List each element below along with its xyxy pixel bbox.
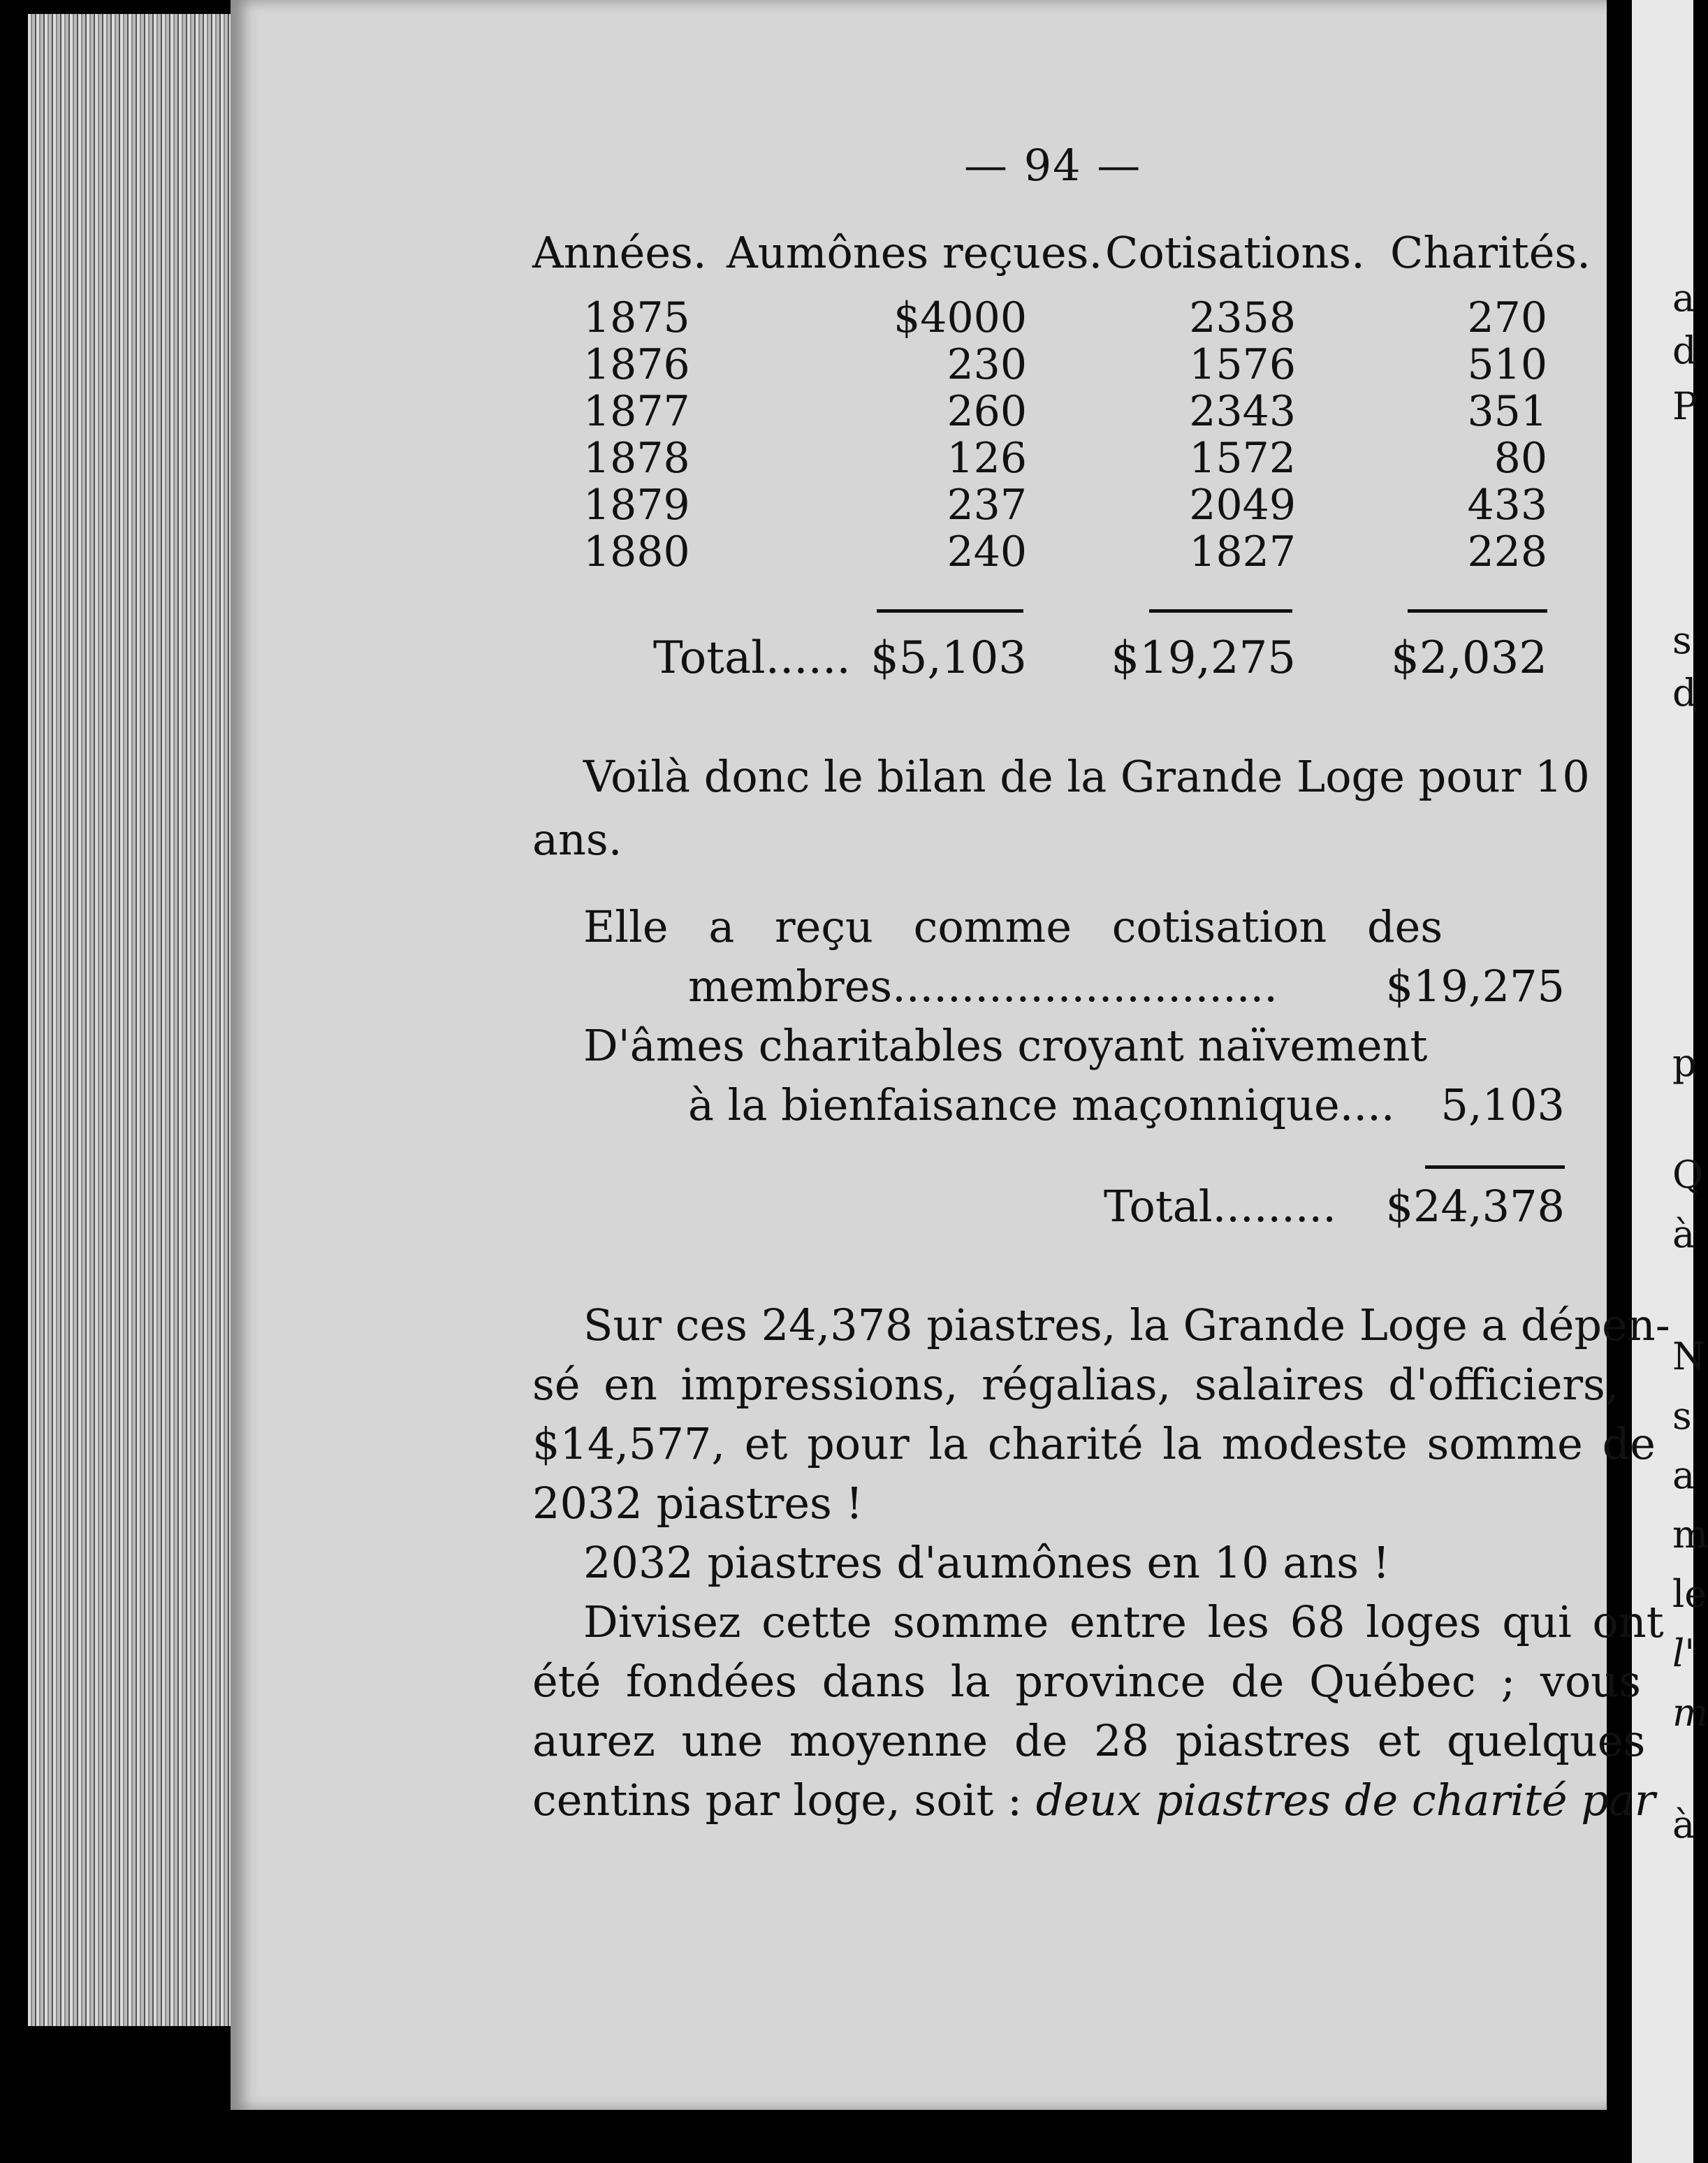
sum-rule [1149,609,1292,613]
charites-cell: 80 [1494,434,1547,483]
year-cell: 1876 [583,340,690,389]
aumones-cell: 230 [947,340,1027,389]
aumones-cell: 240 [947,527,1027,576]
summary-amount: $19,275 [1385,961,1565,1012]
aumones-cell: 126 [947,434,1027,483]
total-cotisations: $19,275 [1111,632,1296,684]
facing-text-fragment: N [1672,1334,1706,1378]
facing-text-fragment: à [1672,1802,1695,1847]
paragraph-line: ans. [532,814,622,865]
facing-text-fragment: a [1672,276,1695,320]
summary-total-label: Total......... [1104,1181,1336,1232]
cotisations-cell: 1827 [1189,527,1296,576]
charites-cell: 270 [1467,293,1547,342]
sum-rule [877,609,1023,613]
body-text: centins par loge, soit : [532,1775,1036,1826]
year-cell: 1880 [583,527,690,576]
year-cell: 1878 [583,434,690,483]
aumones-cell: $4000 [893,293,1027,342]
cotisations-cell: 1572 [1189,434,1296,483]
facing-text-fragment: le [1672,1572,1707,1616]
body-line: 2032 piastres ! [532,1478,863,1529]
summary-total: $24,378 [1385,1181,1565,1232]
facing-text-fragment: m [1672,1513,1708,1557]
cotisations-cell: 1576 [1189,340,1296,389]
facing-text-fragment: Q [1672,1153,1704,1197]
cotisations-cell: 2049 [1189,481,1296,530]
paragraph-line: Voilà donc le bilan de la Grande Loge pour 10 [583,751,1590,802]
year-cell: 1877 [583,387,690,436]
facing-text-fragment: a [1672,1453,1695,1497]
body-italic-text: deux piastres de charité par [1035,1775,1656,1826]
body-line [532,1775,1656,1826]
summary-line: D'âmes charitables croyant naïvement [583,1020,1428,1071]
total-aumones: $5,103 [870,632,1027,684]
facing-text-fragment: s [1672,1394,1692,1438]
aumones-cell: 260 [947,387,1027,436]
table-header-cotisations: Cotisations. [1105,227,1365,278]
charites-cell: 433 [1467,481,1547,530]
body-line: Divisez cette somme entre les 68 loges qui ont [583,1596,1664,1647]
charites-cell: 351 [1467,387,1547,436]
body-line: Sur ces 24,378 piastres, la Grande Loge a dépen- [583,1299,1670,1350]
facing-page-edge [1632,0,1708,2163]
charites-cell: 510 [1467,340,1547,389]
sum-rule [1425,1165,1565,1169]
sum-rule [1408,609,1547,613]
facing-text-fragment: l' [1672,1631,1695,1675]
year-cell: 1875 [583,293,690,342]
table-header-annees: Années. [532,227,707,278]
summary-line: membres............................ [688,961,1278,1012]
cotisations-cell: 2343 [1189,387,1296,436]
table-total-label: Total...... [653,632,851,684]
table-header-charites: Charités. [1390,227,1591,278]
body-line: aurez une moyenne de 28 piastres et quelques [532,1715,1646,1766]
summary-line: Elle a reçu comme cotisation des [583,901,1443,952]
year-cell: 1879 [583,481,690,530]
facing-text-fragment: m [1672,1691,1708,1735]
cotisations-cell: 2358 [1189,293,1296,342]
body-line: été fondées dans la province de Québec ; vous [532,1656,1642,1707]
body-line: sé en impressions, régalias, salaires d'officiers, [532,1359,1619,1410]
facing-text-fragment: s [1672,618,1692,662]
body-line: $14,577, et pour la charité la modeste somme de [532,1418,1656,1469]
aumones-cell: 237 [947,481,1027,530]
body-line: 2032 piastres d'aumônes en 10 ans ! [583,1537,1390,1588]
facing-text-fragment: d [1672,328,1697,372]
page-number: — 94 — [964,140,1142,191]
charites-cell: 228 [1467,527,1547,576]
summary-line: à la bienfaisance maçonnique.... [688,1079,1395,1130]
book-gutter [1607,0,1632,2163]
table-header-aumones: Aumônes reçues. [727,227,1103,278]
total-charites: $2,032 [1391,632,1547,684]
summary-amount: 5,103 [1440,1079,1565,1130]
scan-border [0,2110,1607,2163]
facing-text-fragment: p [1672,1041,1697,1085]
facing-text-fragment: à [1672,1212,1695,1256]
facing-text-fragment: d [1672,671,1697,715]
facing-text-fragment: P [1672,384,1698,428]
